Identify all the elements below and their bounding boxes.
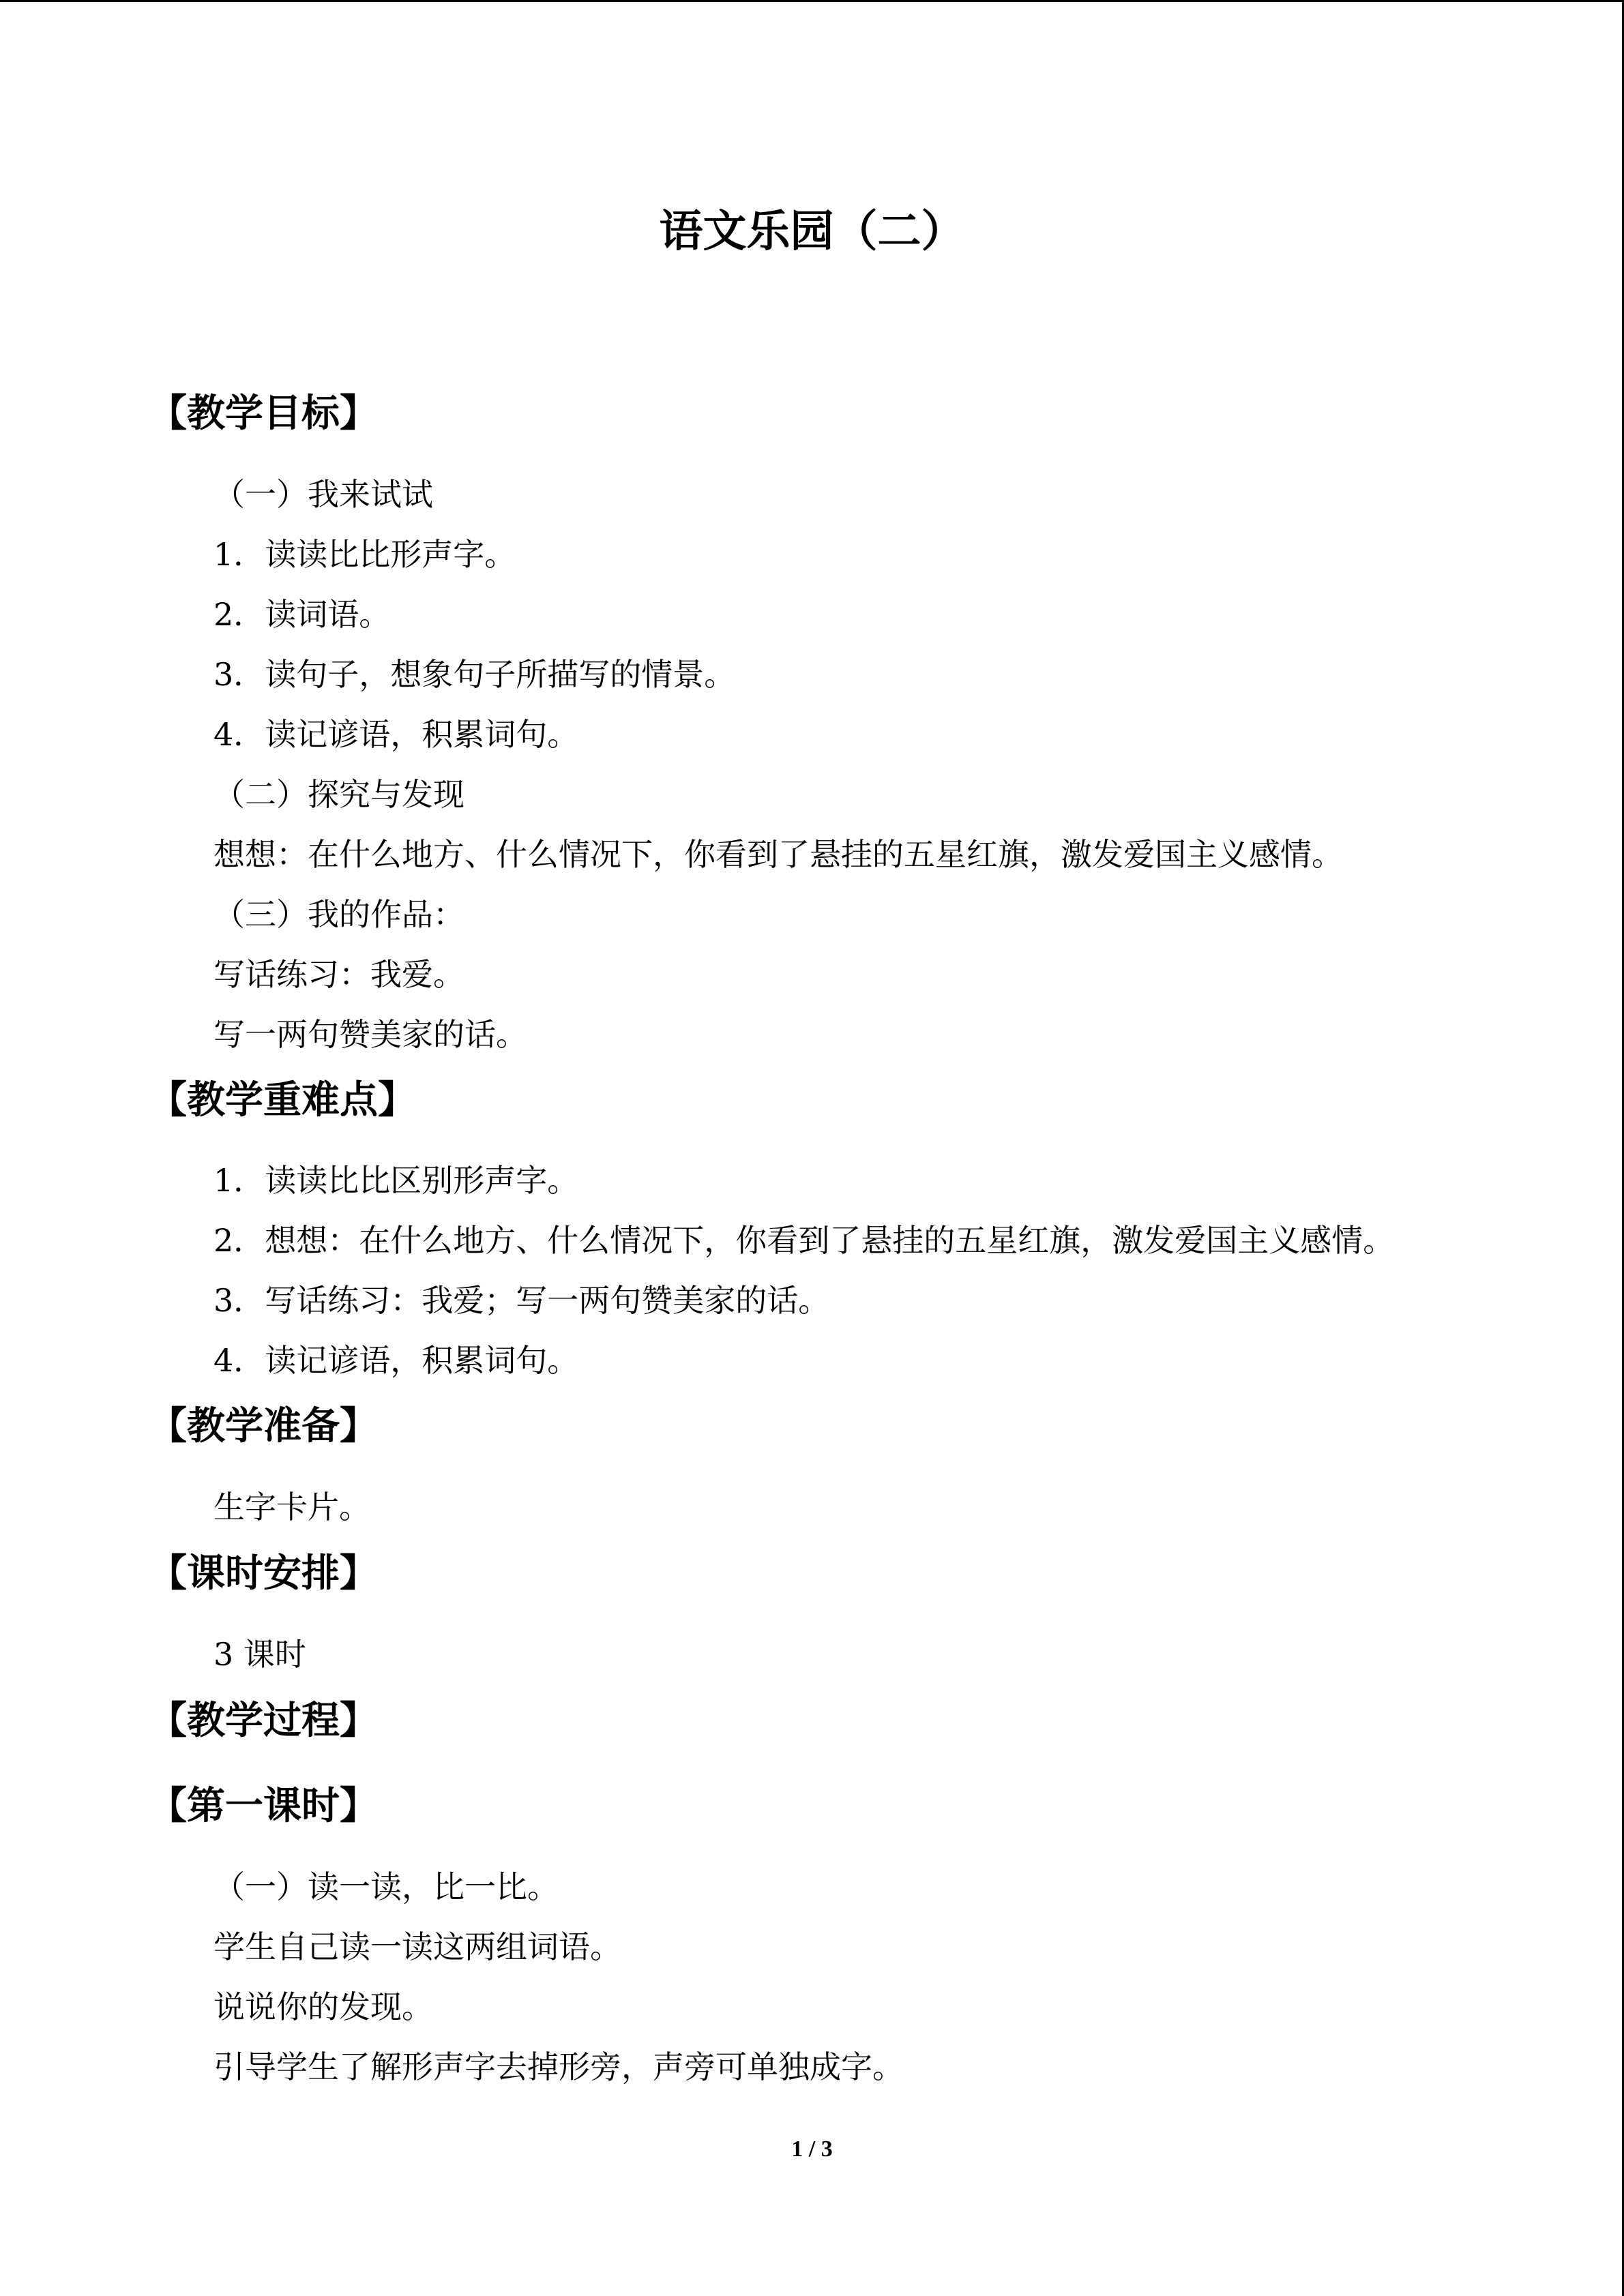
- section-heading-schedule: 【课时安排】: [149, 1551, 378, 1596]
- goals-line: 写一两句赞美家的话。: [213, 1016, 527, 1053]
- lesson-one-line: （一）读一读，比一比。: [213, 1868, 559, 1905]
- goals-line: 写话练习：我爱。: [213, 956, 464, 993]
- goals-line: 3．读句子，想象句子所描写的情景。: [213, 656, 736, 693]
- section-heading-lesson-one: 【第一课时】: [149, 1783, 378, 1828]
- section-heading-process: 【教学过程】: [149, 1698, 378, 1743]
- goals-line: （一）我来试试: [213, 476, 433, 513]
- lesson-one-line: 学生自己读一读这两组词语。: [213, 1928, 621, 1965]
- schedule-line: 3 课时: [213, 1636, 306, 1673]
- goals-line: （二）探究与发现: [213, 776, 464, 813]
- key-points-line: 4．读记谚语，积累词句。: [213, 1342, 579, 1379]
- lesson-one-line: 说说你的发现。: [213, 1988, 433, 2025]
- key-points-line: 2．想想：在什么地方、什么情况下，你看到了悬挂的五星红旗，激发爱国主义感情。: [213, 1222, 1395, 1259]
- key-points-line: 3．写话练习：我爱；写一两句赞美家的话。: [213, 1282, 830, 1319]
- document-title: 语文乐园（二）: [659, 206, 965, 257]
- goals-line: 1．读读比比形声字。: [213, 536, 516, 573]
- key-points-line: 1．读读比比区别形声字。: [213, 1162, 579, 1199]
- page-number: 1 / 3: [791, 2136, 833, 2162]
- goals-line: （三）我的作品：: [213, 896, 464, 933]
- lesson-one-line: 引导学生了解形声字去掉形旁，声旁可单独成字。: [213, 2048, 904, 2085]
- section-heading-goals: 【教学目标】: [149, 391, 378, 436]
- section-heading-preparation: 【教学准备】: [149, 1403, 378, 1448]
- preparation-line: 生字卡片。: [213, 1489, 370, 1525]
- goals-line: 4．读记谚语，积累词句。: [213, 716, 579, 753]
- goals-line: 2．读词语。: [213, 596, 391, 633]
- goals-line: 想想：在什么地方、什么情况下，你看到了悬挂的五星红旗，激发爱国主义感情。: [213, 836, 1343, 873]
- section-heading-key-points: 【教学重难点】: [149, 1077, 416, 1122]
